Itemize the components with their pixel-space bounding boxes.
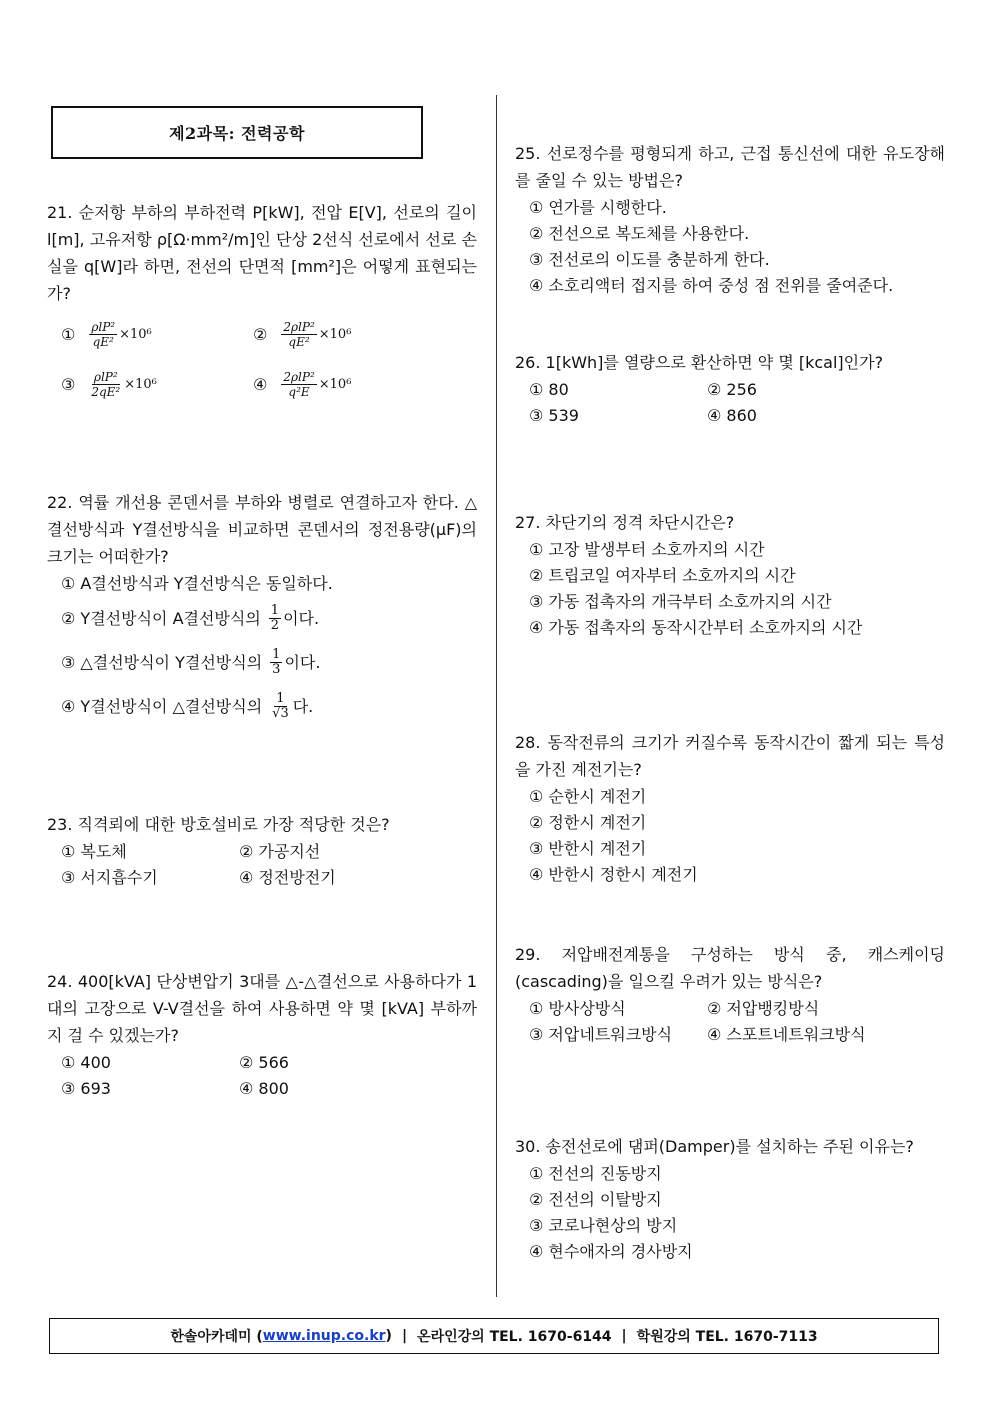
- question-27: [515, 509, 945, 640]
- question-24-option-3[interactable]: ③ 693: [61, 1079, 111, 1098]
- question-23-option-1[interactable]: ① 복도체: [61, 842, 127, 861]
- question-21-text: 21. 순저항 부하의 부하전력 P[kW], 전압 E[V], 선로의 길이 l[m], 고유저항 ρ[Ω·mm²/m]인 단상 2선식 선로에서 선로 손실을 q[W]라 하면, 전선의 단면적 [mm²]은 어떻게 표현되는가?: [47, 203, 477, 303]
- question-25-option-2[interactable]: ② 전선으로 복도체를 사용한다.: [529, 224, 750, 243]
- question-28-option-1[interactable]: ① 순한시 계전기: [529, 787, 647, 806]
- question-29-option-3[interactable]: ③ 저압네트워크방식: [529, 1025, 673, 1044]
- question-24: [47, 968, 477, 1101]
- footer-separator-1: |: [401, 1328, 408, 1344]
- question-30-option-3[interactable]: ③ 코로나현상의 방지: [529, 1216, 678, 1235]
- question-21-option-3[interactable]: ③ $\frac{\text{ρlP²}}{\text{2qE²}}$ ×10⁶: [61, 369, 157, 399]
- question-25-option-3[interactable]: ③ 전선로의 이도를 충분하게 한다.: [529, 250, 770, 269]
- question-28-option-4[interactable]: ④ 반한시 정한시 계전기: [529, 865, 698, 884]
- subject-title: 제2과목: 전력공학: [169, 124, 305, 143]
- question-26-option-3[interactable]: ③ 539: [529, 406, 579, 425]
- column-divider: [496, 95, 497, 1297]
- question-27-option-2[interactable]: ② 트립코일 여자부터 소호까지의 시간: [529, 566, 796, 585]
- question-21-option-4[interactable]: ④ $\frac{\text{2ρlP²}}{\text{q²E}}$ ×10⁶: [253, 369, 352, 399]
- question-29-option-2[interactable]: ② 저압뱅킹방식: [707, 999, 820, 1018]
- question-21-option-2[interactable]: ② $\frac{\text{2ρlP²}}{\text{qE²}}$ ×10⁶: [253, 319, 352, 349]
- question-26: [515, 349, 945, 428]
- question-26-text: 26. 1[kWh]를 열량으로 환산하면 약 몇 [kcal]인가?: [515, 353, 884, 372]
- question-30-text: 30. 송전선로에 댐퍼(Damper)를 설치하는 주된 이유는?: [515, 1137, 914, 1156]
- question-30: [515, 1133, 945, 1264]
- question-27-option-1[interactable]: ① 고장 발생부터 소호까지의 시간: [529, 540, 765, 559]
- question-30-option-2[interactable]: ② 전선의 이탈방지: [529, 1190, 662, 1209]
- question-23-text: 23. 직격뢰에 대한 방호설비로 가장 적당한 것은?: [47, 815, 390, 834]
- footer-url-link[interactable]: www.inup.co.kr: [262, 1328, 386, 1344]
- question-25: [515, 140, 945, 298]
- question-22-text: 22. 역률 개선용 콘덴서를 부하와 병렬로 연결하고자 한다. △결선방식과 Y결선방식을 비교하면 콘덴서의 정전용량(μF)의 크기는 어떠한가?: [47, 493, 477, 566]
- subject-title-box: [51, 106, 423, 159]
- question-24-option-2[interactable]: ② 566: [239, 1053, 289, 1072]
- question-29-text: 29. 저압배전계통을 구성하는 방식 중, 캐스케이딩(cascading)을 일으킬 우려가 있는 방식은?: [515, 945, 945, 991]
- question-25-option-1[interactable]: ① 연가를 시행한다.: [529, 198, 667, 217]
- question-25-option-4[interactable]: ④ 소호리액터 접지를 하여 중성 점 전위를 줄여준다.: [529, 276, 894, 295]
- question-22-option-4[interactable]: ④ Y결선방식이 △결선방식의 $\frac{1}{√3}$ 다.: [61, 690, 314, 721]
- question-24-option-1[interactable]: ① 400: [61, 1053, 111, 1072]
- question-29-option-1[interactable]: ① 방사상방식: [529, 999, 626, 1018]
- footer-separator-2: |: [621, 1328, 627, 1344]
- question-26-option-2[interactable]: ② 256: [707, 380, 757, 399]
- question-23: [47, 811, 477, 890]
- question-29: [515, 941, 945, 1047]
- question-26-option-1[interactable]: ① 80: [529, 380, 569, 399]
- question-21-option-1[interactable]: ① $\frac{\text{ρlP²}}{\text{qE²}}$ ×10⁶: [61, 319, 152, 349]
- footer-offline-tel: 학원강의 TEL. 1670-7113: [636, 1329, 818, 1345]
- question-22-option-3[interactable]: ③ △결선방식이 Y결선방식의 $\frac{1}{3}$ 이다.: [61, 646, 321, 677]
- question-28: [515, 729, 945, 887]
- question-29-option-4[interactable]: ④ 스포트네트워크방식: [707, 1025, 866, 1044]
- question-23-option-2[interactable]: ② 가공지선: [239, 842, 321, 861]
- footer-academy: 한솔아카데미 (: [170, 1329, 263, 1345]
- question-28-option-2[interactable]: ② 정한시 계전기: [529, 813, 647, 832]
- question-23-option-3[interactable]: ③ 서지흡수기: [61, 868, 158, 887]
- question-27-option-4[interactable]: ④ 가동 접촉자의 동작시간부터 소호까지의 시간: [529, 618, 863, 637]
- question-30-option-1[interactable]: ① 전선의 진동방지: [529, 1164, 662, 1183]
- question-28-text: 28. 동작전류의 크기가 커질수록 동작시간이 짧게 되는 특성을 가진 계전기는?: [515, 733, 945, 779]
- question-27-text: 27. 차단기의 정격 차단시간은?: [515, 513, 735, 532]
- question-30-option-4[interactable]: ④ 현수애자의 경사방지: [529, 1242, 693, 1261]
- question-28-option-3[interactable]: ③ 반한시 계전기: [529, 839, 647, 858]
- question-21-options-row-2: [47, 359, 477, 409]
- footer-online-tel: 온라인강의 TEL. 1670-6144: [417, 1329, 612, 1345]
- question-23-option-4[interactable]: ④ 정전방전기: [239, 868, 336, 887]
- question-26-option-4[interactable]: ④ 860: [707, 406, 757, 425]
- question-25-text: 25. 선로정수를 평형되게 하고, 근접 통신선에 대한 유도장해를 줄일 수 있는 방법은?: [515, 144, 945, 190]
- question-21-options-row-1: [47, 309, 477, 359]
- question-24-option-4[interactable]: ④ 800: [239, 1079, 289, 1098]
- footer-bar: 한솔아카데미 ( www.inup.co.kr ) | 온라인강의 TEL. 1670-6144 | 학원강의 TEL. 1670-7113: [49, 1318, 939, 1354]
- question-22-option-2[interactable]: ② Y결선방식이 A결선방식의 $\frac{1}{2}$ 이다.: [61, 602, 320, 633]
- question-24-text: 24. 400[kVA] 단상변압기 3대를 △-△결선으로 사용하다가 1대의 고장으로 V-V결선을 하여 사용하면 약 몇 [kVA] 부하까지 걸 수 있겠는가?: [47, 972, 477, 1045]
- question-21: [47, 199, 477, 409]
- question-27-option-3[interactable]: ③ 가동 접촉자의 개극부터 소호까지의 시간: [529, 592, 832, 611]
- question-22-option-1[interactable]: ① A결선방식과 Y결선방식은 동일하다.: [61, 574, 333, 593]
- question-22: [47, 489, 477, 728]
